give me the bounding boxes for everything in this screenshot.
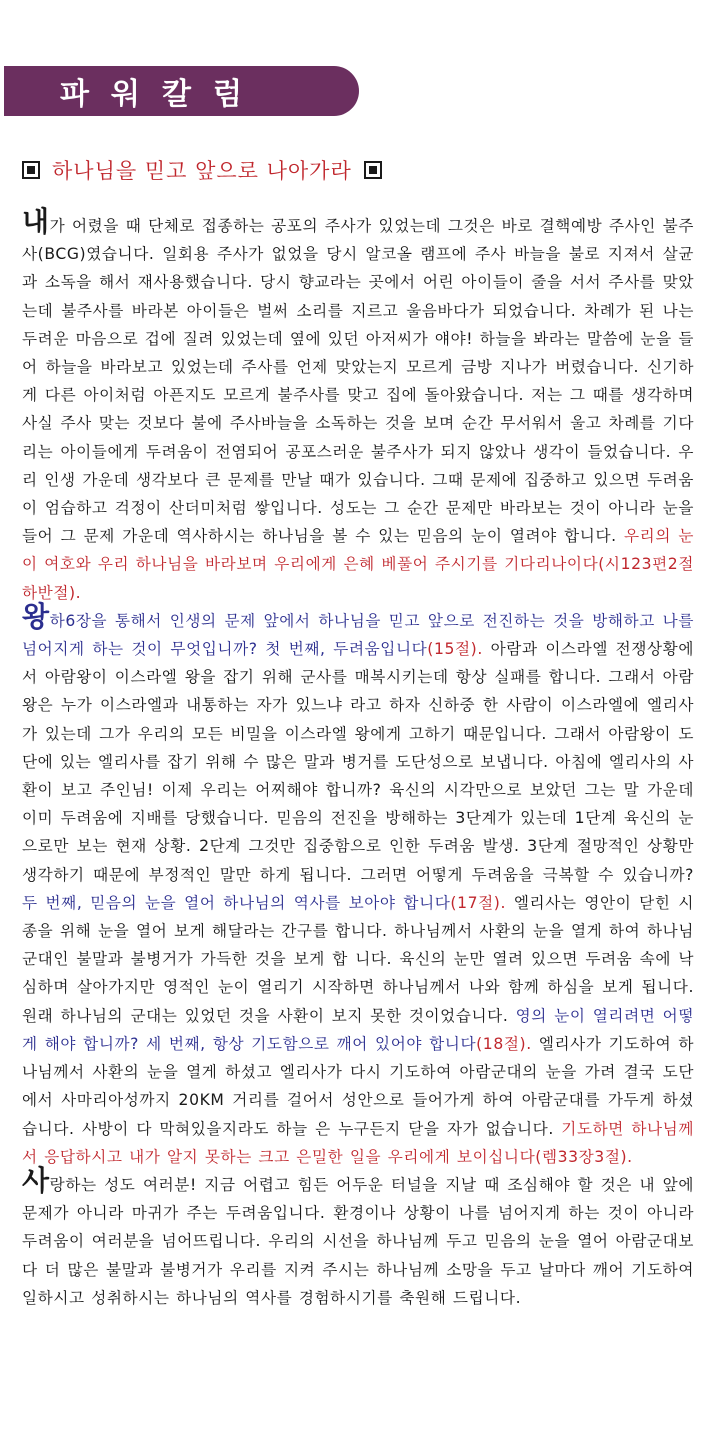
paragraph-text: 가 어렸을 때 단체로 접종하는 공포의 주사가 있었는데 그것은 바로 결핵예방 주사인 불주사(BCG)였습니다. 일회용 주사가 없었을 당시 알코올 램프에 주사 바늘을 불로 지져서 살균과 소독을 해서 재사용했습니다. 당시 향교라는 곳에서 어린 아이들이 줄을 서서 주사를 맞았는데 불주사를 바라본 아이들은 벌써 소리를 지르고 울음바다가 되었습니다. 차례가 된 나는 두려운 마음으로 겁에 질려 있었는데 옆에 있던 아저씨가 얘야! 하늘을 봐라는 말씀에 눈을 들어 하늘을 바라보고 있었는데 주사를 언제 맞았는지 모르게 금방 지나가 버렸습니다. 신기하게 다른 아이처럼 아픈지도 모르게 불주사를 맞고 집에 돌아왔습니다. 저는 그 때를 생각하며 사실 주사 맞는 것보다 불에 주사바늘을 소독하는 것을 보며 순간 무서워서 울고 차례를 기다리는 아이들에게 두려움이 전염되어 공포스러운 불주사가 되지 않았나 생각이 들었습니다. 우리 인생 가운데 생각보다 큰 문제를 만날 때가 있습니다. 그때 문제에 집중하고 있으면 두려움이 엄습하고 걱정이 산더미처럼 쌓입니다. 성도는 그 순간 문제만 바라보는 것이 아니라 눈을 들어 그 문제 가운데 역사하시는 하나님을 볼 수 있는 믿음의 눈이 열려야 합니다. (22, 217, 694, 546)
paragraph-text: 엘리사는 영안이 닫힌 시종을 위해 눈을 열어 보게 해달라는 간구를 합니다. 하나님께서 사환의 눈을 열게 하여 하나님 군대인 불말과 불병거가 가득한 것을 보게 합 니다. 육신의 눈만 열려 있으면 두려움 속에 낙심하며 살아가지만 영적인 눈이 열리기 시작하면 하나님께서 나와 함께 하심을 보게 됩니다. 원래 하나님의 군대는 있었던 것을 사환이 보지 못한 것이었습니다. (22, 893, 694, 1025)
paragraph-text: 엘리사가 기도하여 하나님께서 사환의 눈을 열게 하셨고 엘리사가 다시 기도하여 아람군대의 눈을 가려 결국 도단에서 사마리아성까지 20KM 거리를 걸어서 성안으로 들어가게 하여 아람군대를 가두게 하셨습니다. 사방이 다 막혀있을지라도 하늘 은 누구든지 닫을 자가 없습니다. (22, 1034, 694, 1138)
heading-text: 하나님을 믿고 앞으로 나아가라 (52, 159, 352, 183)
verse-reference: (18절). (476, 1034, 532, 1053)
banner-title: 파워칼럼 (60, 77, 264, 112)
point-3-text: 영의 눈이 열리려면 어떻게 해야 합니까? 세 번째, 항상 기도함으로 깨어 있어야 합니다 (22, 1006, 694, 1053)
dropcap: 내 (22, 205, 50, 238)
dropcap: 왕 (22, 599, 50, 633)
article-heading (22, 155, 382, 185)
verse-reference: (17절). (450, 893, 507, 912)
column-banner (4, 66, 359, 116)
paragraph-1 (22, 205, 694, 607)
scripture-quote: 우리의 눈이 여호와 우리 하나님을 바라보며 우리에게 은혜 베풀어 주시기를 기다리나이다(시123편2절 하반절). (22, 527, 694, 602)
dropcap: 사 (22, 1163, 50, 1197)
paragraph-2 (22, 599, 695, 1171)
article-body (22, 205, 695, 1312)
square-bullet-icon (364, 161, 382, 179)
scripture-quote: 기도하면 하나님께서 응답하시고 내가 알지 못하는 크고 은밀한 일을 우리에게 보이십니다(렘33장3절). (22, 1119, 694, 1166)
point-1-text: 하6장을 통해서 인생의 문제 앞에서 하나님을 믿고 앞으로 전진하는 것을 방해하고 나를 넘어지게 하는 것이 무엇입니까? 첫 번째, 두려움입니다 (22, 611, 694, 659)
point-2-text: 두 번째, 믿음의 눈을 열어 하나님의 역사를 보아야 합니다 (22, 893, 451, 912)
paragraph-text: 랑하는 성도 여러분! 지금 어렵고 힘든 어두운 터널을 지날 때 조심해야 할 것은 내 앞에 문제가 아니라 마귀가 주는 두려움입니다. 환경이나 상황이 나를 넘어지게 하는 것이 아니라 두려움이 여러분을 넘어뜨립니다. 우리의 시선을 하나님께 두고 믿음의 눈을 열어 아람군대보다 더 많은 불말과 불병거가 우리를 지켜 주시는 하나님께 소망을 두고 날마다 깨어 기도하여 일하시고 성취하시는 하나님의 역사를 경험하시기를 축원해 드립니다. (22, 1175, 694, 1307)
verse-reference: (15절). (427, 640, 483, 659)
paragraph-3 (22, 1163, 694, 1312)
paragraph-text: 아람과 이스라엘 전쟁상황에서 아람왕이 이스라엘 왕을 잡기 위해 군사를 매복시키는데 항상 실패를 합니다. 그래서 아람왕은 누가 이스라엘과 내통하는 자가 있느냐 라고 하자 신하중 한 사람이 이스라엘에 엘리사가 있는데 그가 우리의 모든 비밀을 이스라엘 왕에게 고하기 때문입니다. 그래서 아람왕이 도단에 있는 엘리사를 잡기 위해 수 많은 말과 병거를 도단성으로 보냅니다. 아침에 엘리사의 사환이 보고 주인님! 이제 우리는 어찌해야 합니까? 육신의 시각만으로 보았던 그는 말 가운데 이미 두려움에 지배를 당했습니다. 믿음의 전진을 방해하는 3단계가 있는데 1단계 육신의 눈으로만 보는 현재 상황. 2단계 그것만 집중함으로 인한 두려움 발생. 3단계 절망적인 상황만 생각하기 때문에 부정적인 말만 하게 됩니다. 그러면 어떻게 두려움을 극복할 수 있습니까? (22, 640, 695, 884)
square-bullet-icon (22, 161, 40, 179)
